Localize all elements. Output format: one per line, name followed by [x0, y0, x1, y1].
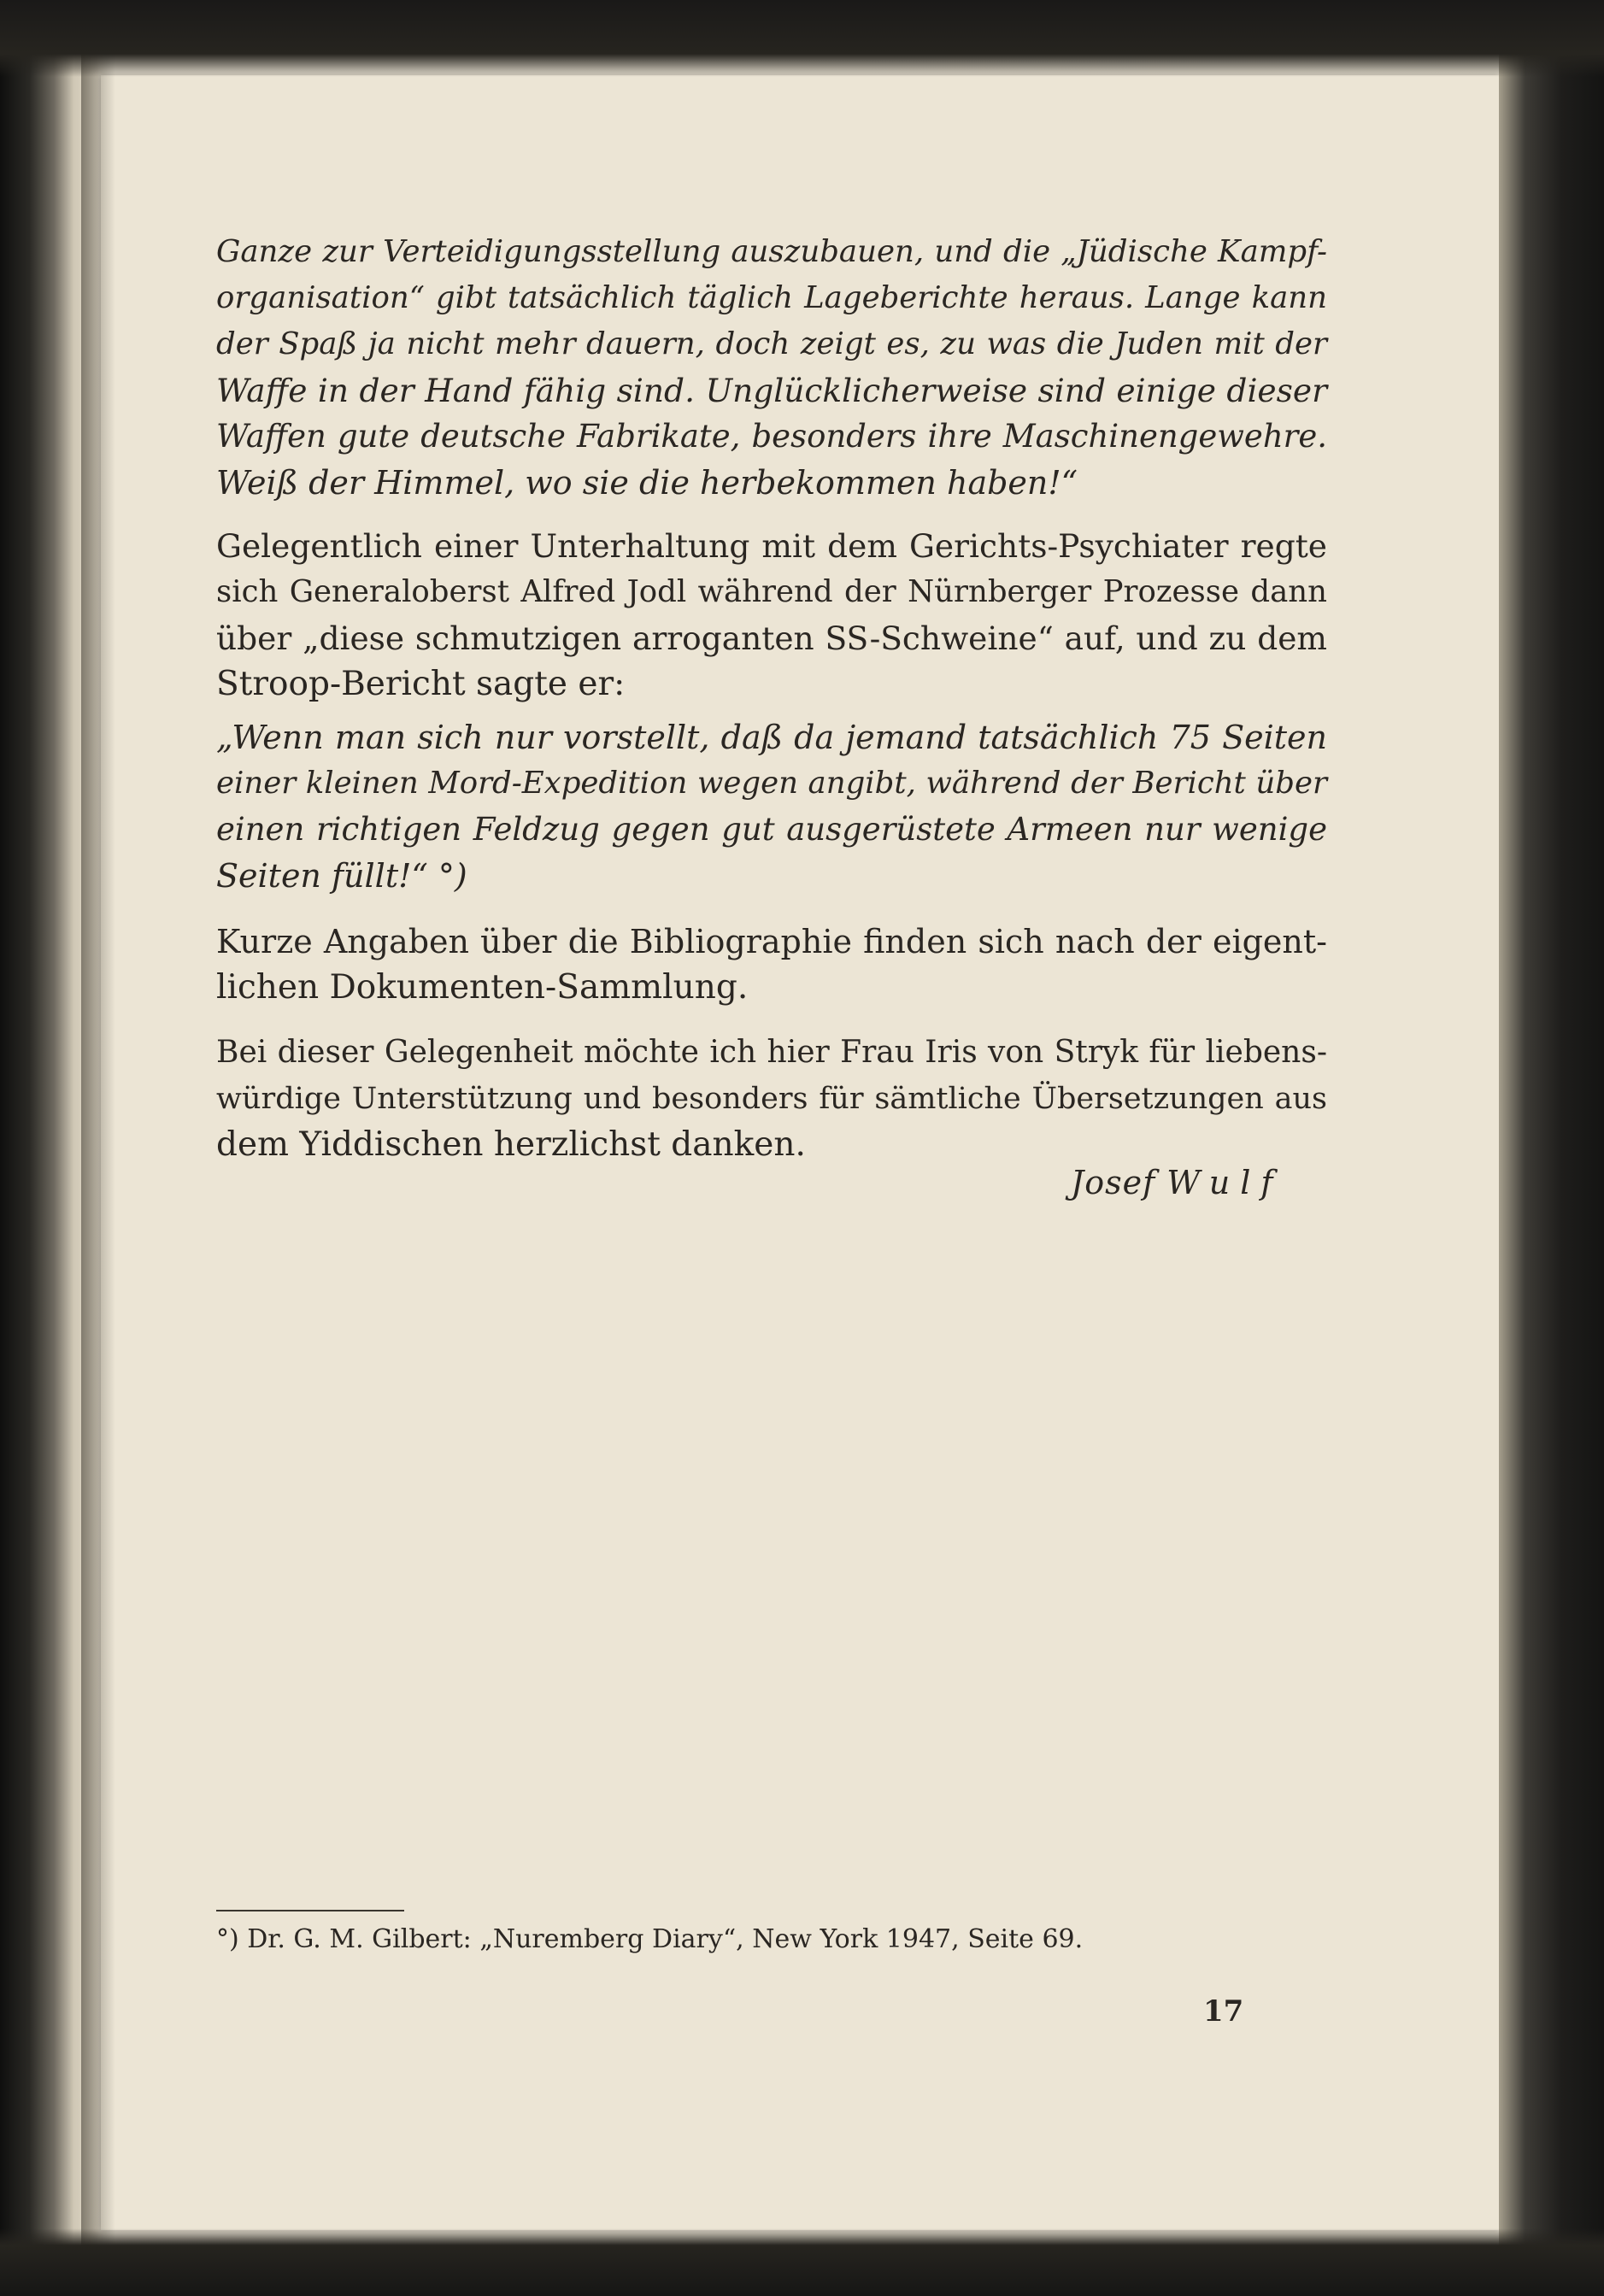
text-line: Kurze Angaben über die Bibliographie finden sich nach der eigent- [216, 923, 1327, 960]
text-line: Waffe in der Hand fähig sind. Unglücklicherweise sind einige dieser [216, 372, 1327, 409]
paragraph-quote-continuation [216, 229, 1327, 506]
right-background [1499, 0, 1604, 2296]
text-line: einen richtigen Feldzug gegen gut ausgerüstete Armeen nur wenige [216, 811, 1327, 848]
text-line: dem Yiddischen herzlichst danken. [216, 1125, 806, 1164]
signature-first-name: Josef [1071, 1164, 1156, 1201]
text-line: einer kleinen Mord-Expedition wegen angibt, während der Bericht über [216, 766, 1327, 801]
text-line: über „diese schmutzigen arroganten SS-Schweine“ auf, und zu dem [216, 620, 1327, 657]
text-line: Seiten füllt!“ °) [216, 857, 467, 895]
text-line: organisation“ gibt tatsächlich täglich Lageberichte heraus. Lange kann [216, 280, 1327, 315]
text-line: Stroop-Bericht sagte er: [216, 665, 626, 703]
text-line: lichen Dokumenten-Sammlung. [216, 968, 749, 1007]
gutter-shadow [81, 0, 115, 2296]
paragraph-jodl-quote [216, 714, 1327, 899]
text-line: Ganze zur Verteidigungsstellung auszubauen, und die „Jüdische Kampf- [216, 234, 1327, 269]
author-signature [1071, 1164, 1283, 1201]
paragraph-acknowledgement [216, 1030, 1327, 1168]
top-background [0, 0, 1604, 77]
text-line: der Spaß ja nicht mehr dauern, doch zeigt es, zu was die Juden mit der [216, 326, 1327, 361]
paragraph-jodl [216, 523, 1327, 708]
footnote: °) Dr. G. M. Gilbert: „Nuremberg Diary“, New York 1947, Seite 69. [216, 1924, 1084, 1954]
text-line: sich Generaloberst Alfred Jodl während der Nürnberger Prozesse dann [216, 574, 1327, 609]
text-line: Gelegentlich einer Unterhaltung mit dem Gerichts-Psychiater regte [216, 527, 1327, 565]
text-line: würdige Unterstützung und besonders für sämtliche Übersetzungen aus [216, 1082, 1327, 1116]
bottom-background [0, 2228, 1604, 2296]
page-number: 17 [1203, 1994, 1244, 2029]
text-line: Weiß der Himmel, wo sie die herbekommen haben!“ [216, 464, 1078, 502]
paragraph-bibliography [216, 919, 1327, 1011]
text-line: „Wenn man sich nur vorstellt, daß da jemand tatsächlich 75 Seiten [216, 719, 1327, 756]
footnote-rule [216, 1910, 404, 1911]
signature-last-name: Wulf [1166, 1164, 1284, 1201]
text-line: Waffen gute deutsche Fabrikate, besonders ihre Maschinengewehre. [216, 418, 1327, 455]
text-line: Bei dieser Gelegenheit möchte ich hier Frau Iris von Stryk für liebens- [216, 1035, 1327, 1070]
